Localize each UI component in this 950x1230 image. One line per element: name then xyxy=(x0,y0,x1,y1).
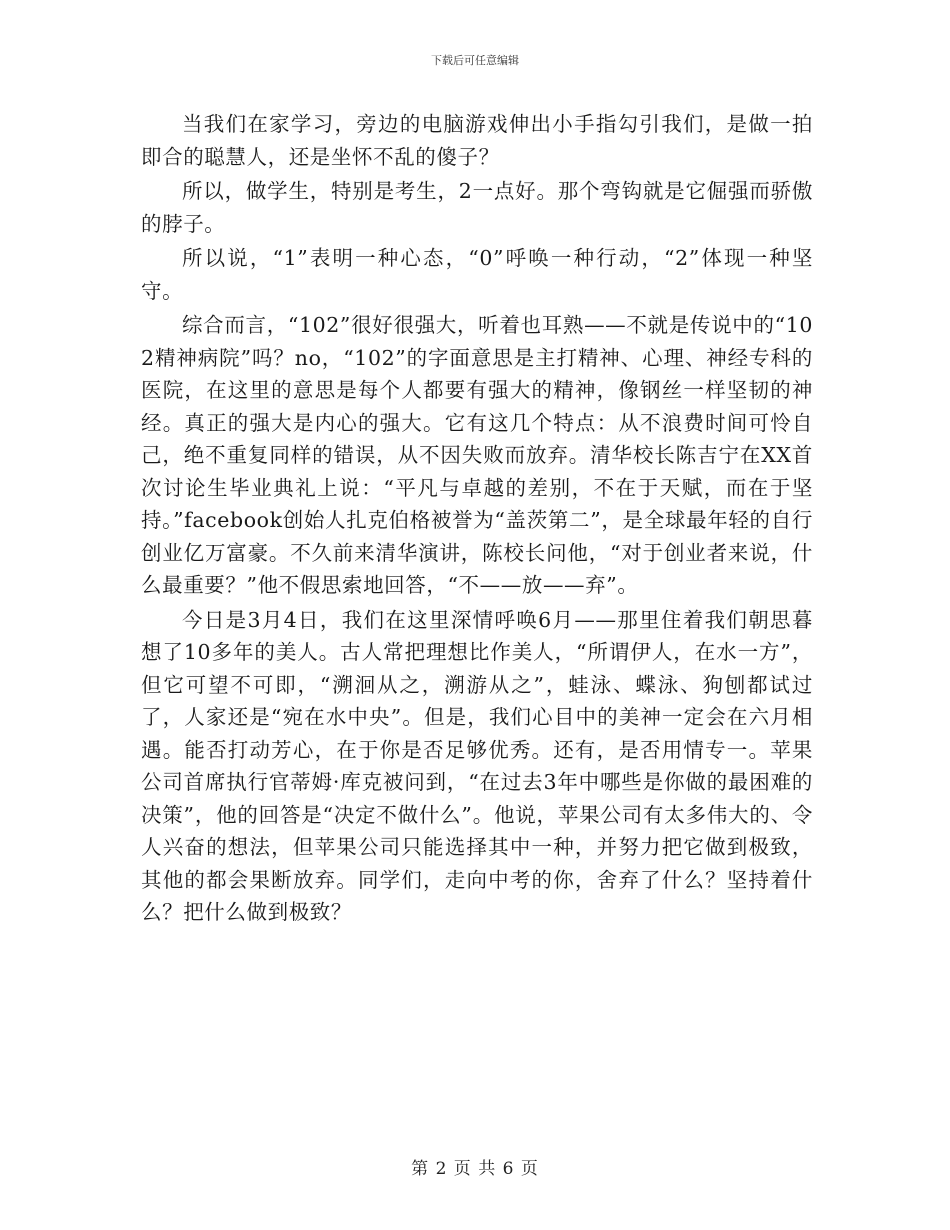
paragraph-1: 当我们在家学习，旁边的电脑游戏伸出小手指勾引我们，是做一拍即合的聪慧人，还是坐怀不乱的傻子？ xyxy=(141,112,813,169)
document-body xyxy=(141,108,813,931)
paragraph-4: 综合而言，“102”很好很强大，听着也耳熟——不就是传说中的“102精神病院”吗？no，“102”的字面意思是主打精神、心理、神经专科的医院，在这里的意思是每个人都要有强大的精神，像钢丝一样坚韧的神经。真正的强大是内心的强大。它有这几个特点：从不浪费时间可怜自己，绝不重复同样的错误，从不因失败而放弃。清华校长陈吉宁在XX首次讨论生毕业典礼上说：“平凡与卓越的差别，不在于天赋，而在于坚持。”facebook创始人扎克伯格被誉为“盖茨第二”，是全球最年轻的自行创业亿万富豪。不久前来清华演讲，陈校长问他，“对于创业者来说，什么最重要？”他不假思索地回答，“不——放——弃”。 xyxy=(141,313,813,597)
header-note: 下载后可任意编辑 xyxy=(431,54,519,67)
page-number-footer: 第 2 页 共 6 页 xyxy=(411,1159,539,1179)
paragraph-5: 今日是3月4日，我们在这里深情呼唤6月——那里住着我们朝思暮想了10多年的美人。古人常把理想比作美人，“所谓伊人，在水一方”，但它可望不可即，“溯洄从之，溯游从之”，蛙泳、蝶泳、狗刨都试过了，人家还是“宛在水中央”。但是，我们心目中的美神一定会在六月相遇。能否打动芳心，在于你是否足够优秀。还有，是否用情专一。苹果公司首席执行官蒂姆·库克被问到，“在过去3年中哪些是你做的最困难的决策”，他的回答是“决定不做什么”。他说，苹果公司有太多伟大的、令人兴奋的想法，但苹果公司只能选择其中一种，并努力把它做到极致，其他的都会果断放弃。同学们，走向中考的你，舍弃了什么？坚持着什么？把什么做到极致？ xyxy=(141,607,813,924)
paragraph-2: 所以，做学生，特别是考生，2一点好。那个弯钩就是它倔强而骄傲的脖子。 xyxy=(141,179,813,236)
paragraph-3: 所以说，“1”表明一种心态，“0”呼唤一种行动，“2”体现一种坚守。 xyxy=(141,246,813,303)
